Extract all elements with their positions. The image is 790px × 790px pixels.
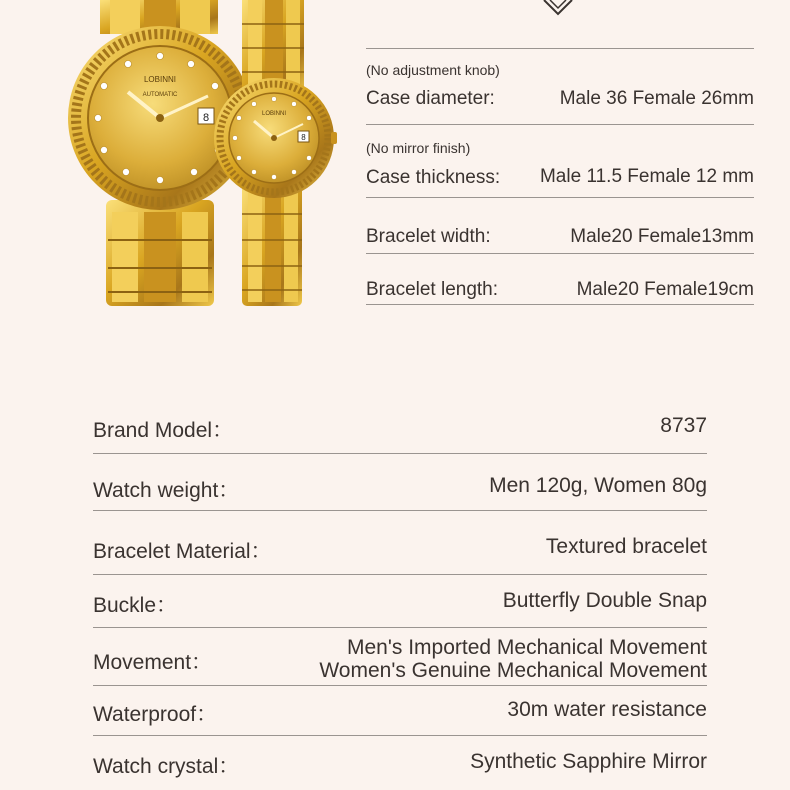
spec-label-brand-model: Brand Model： <box>93 419 234 442</box>
spec-label-bracelet-material: Bracelet Material： <box>93 540 272 563</box>
spec-note: (No mirror finish) <box>366 140 471 156</box>
divider <box>93 735 707 736</box>
spec-label-watch-crystal: Watch crystal： <box>93 755 240 778</box>
movement-women: Women's Genuine Mechanical Movement <box>319 659 707 682</box>
divider <box>366 253 754 254</box>
female-bracelet-bottom <box>242 184 302 306</box>
spec-label-movement: Movement： <box>93 651 213 674</box>
divider <box>366 48 754 49</box>
divider <box>93 685 707 686</box>
spec-label: Case diameter: <box>366 88 495 109</box>
divider <box>366 197 754 198</box>
spec-label-buckle: Buckle： <box>93 594 178 617</box>
spec-label: Case thickness: <box>366 167 501 188</box>
spec-value-waterproof: 30m water resistance <box>507 698 707 721</box>
divider <box>93 574 707 575</box>
spec-value-buckle: Butterfly Double Snap <box>502 589 707 612</box>
divider <box>366 304 754 305</box>
spec-label-waterproof: Waterproof： <box>93 703 218 726</box>
spec-label: Bracelet length: <box>366 279 499 300</box>
male-date-window: 8 <box>202 112 210 124</box>
spec-value-brand-model: 8737 <box>660 414 707 437</box>
spec-value: Male 36 Female 26mm <box>559 88 754 109</box>
female-watch-case <box>214 78 337 198</box>
spec-value: Male20 Female13mm <box>570 226 754 247</box>
female-dial-brand: LOBINNI <box>261 111 287 117</box>
spec-note: (No adjustment knob) <box>366 62 500 78</box>
brand-diamond-icon <box>540 0 576 18</box>
spec-value-movement <box>319 636 707 682</box>
spec-value: Male 11.5 Female 12 mm <box>539 166 754 187</box>
spec-value-bracelet-material: Textured bracelet <box>545 535 707 558</box>
female-date-window: 8 <box>301 133 306 142</box>
spec-value-watch-weight: Men 120g, Women 80g <box>489 474 707 497</box>
movement-men: Men's Imported Mechanical Movement <box>347 636 707 659</box>
male-bracelet-bottom <box>106 200 214 306</box>
male-dial-sub: AUTOMATIC <box>142 92 178 98</box>
spec-value: Male20 Female19cm <box>576 279 754 300</box>
spec-value-watch-crystal: Synthetic Sapphire Mirror <box>470 750 707 773</box>
spec-label-watch-weight: Watch weight： <box>93 479 240 502</box>
divider <box>366 124 754 125</box>
divider <box>93 510 707 511</box>
divider <box>93 627 707 628</box>
spec-label: Bracelet width: <box>366 226 491 247</box>
divider <box>93 453 707 454</box>
gold-couple-watches-image <box>58 0 348 320</box>
male-dial-brand: LOBINNI <box>143 75 177 84</box>
